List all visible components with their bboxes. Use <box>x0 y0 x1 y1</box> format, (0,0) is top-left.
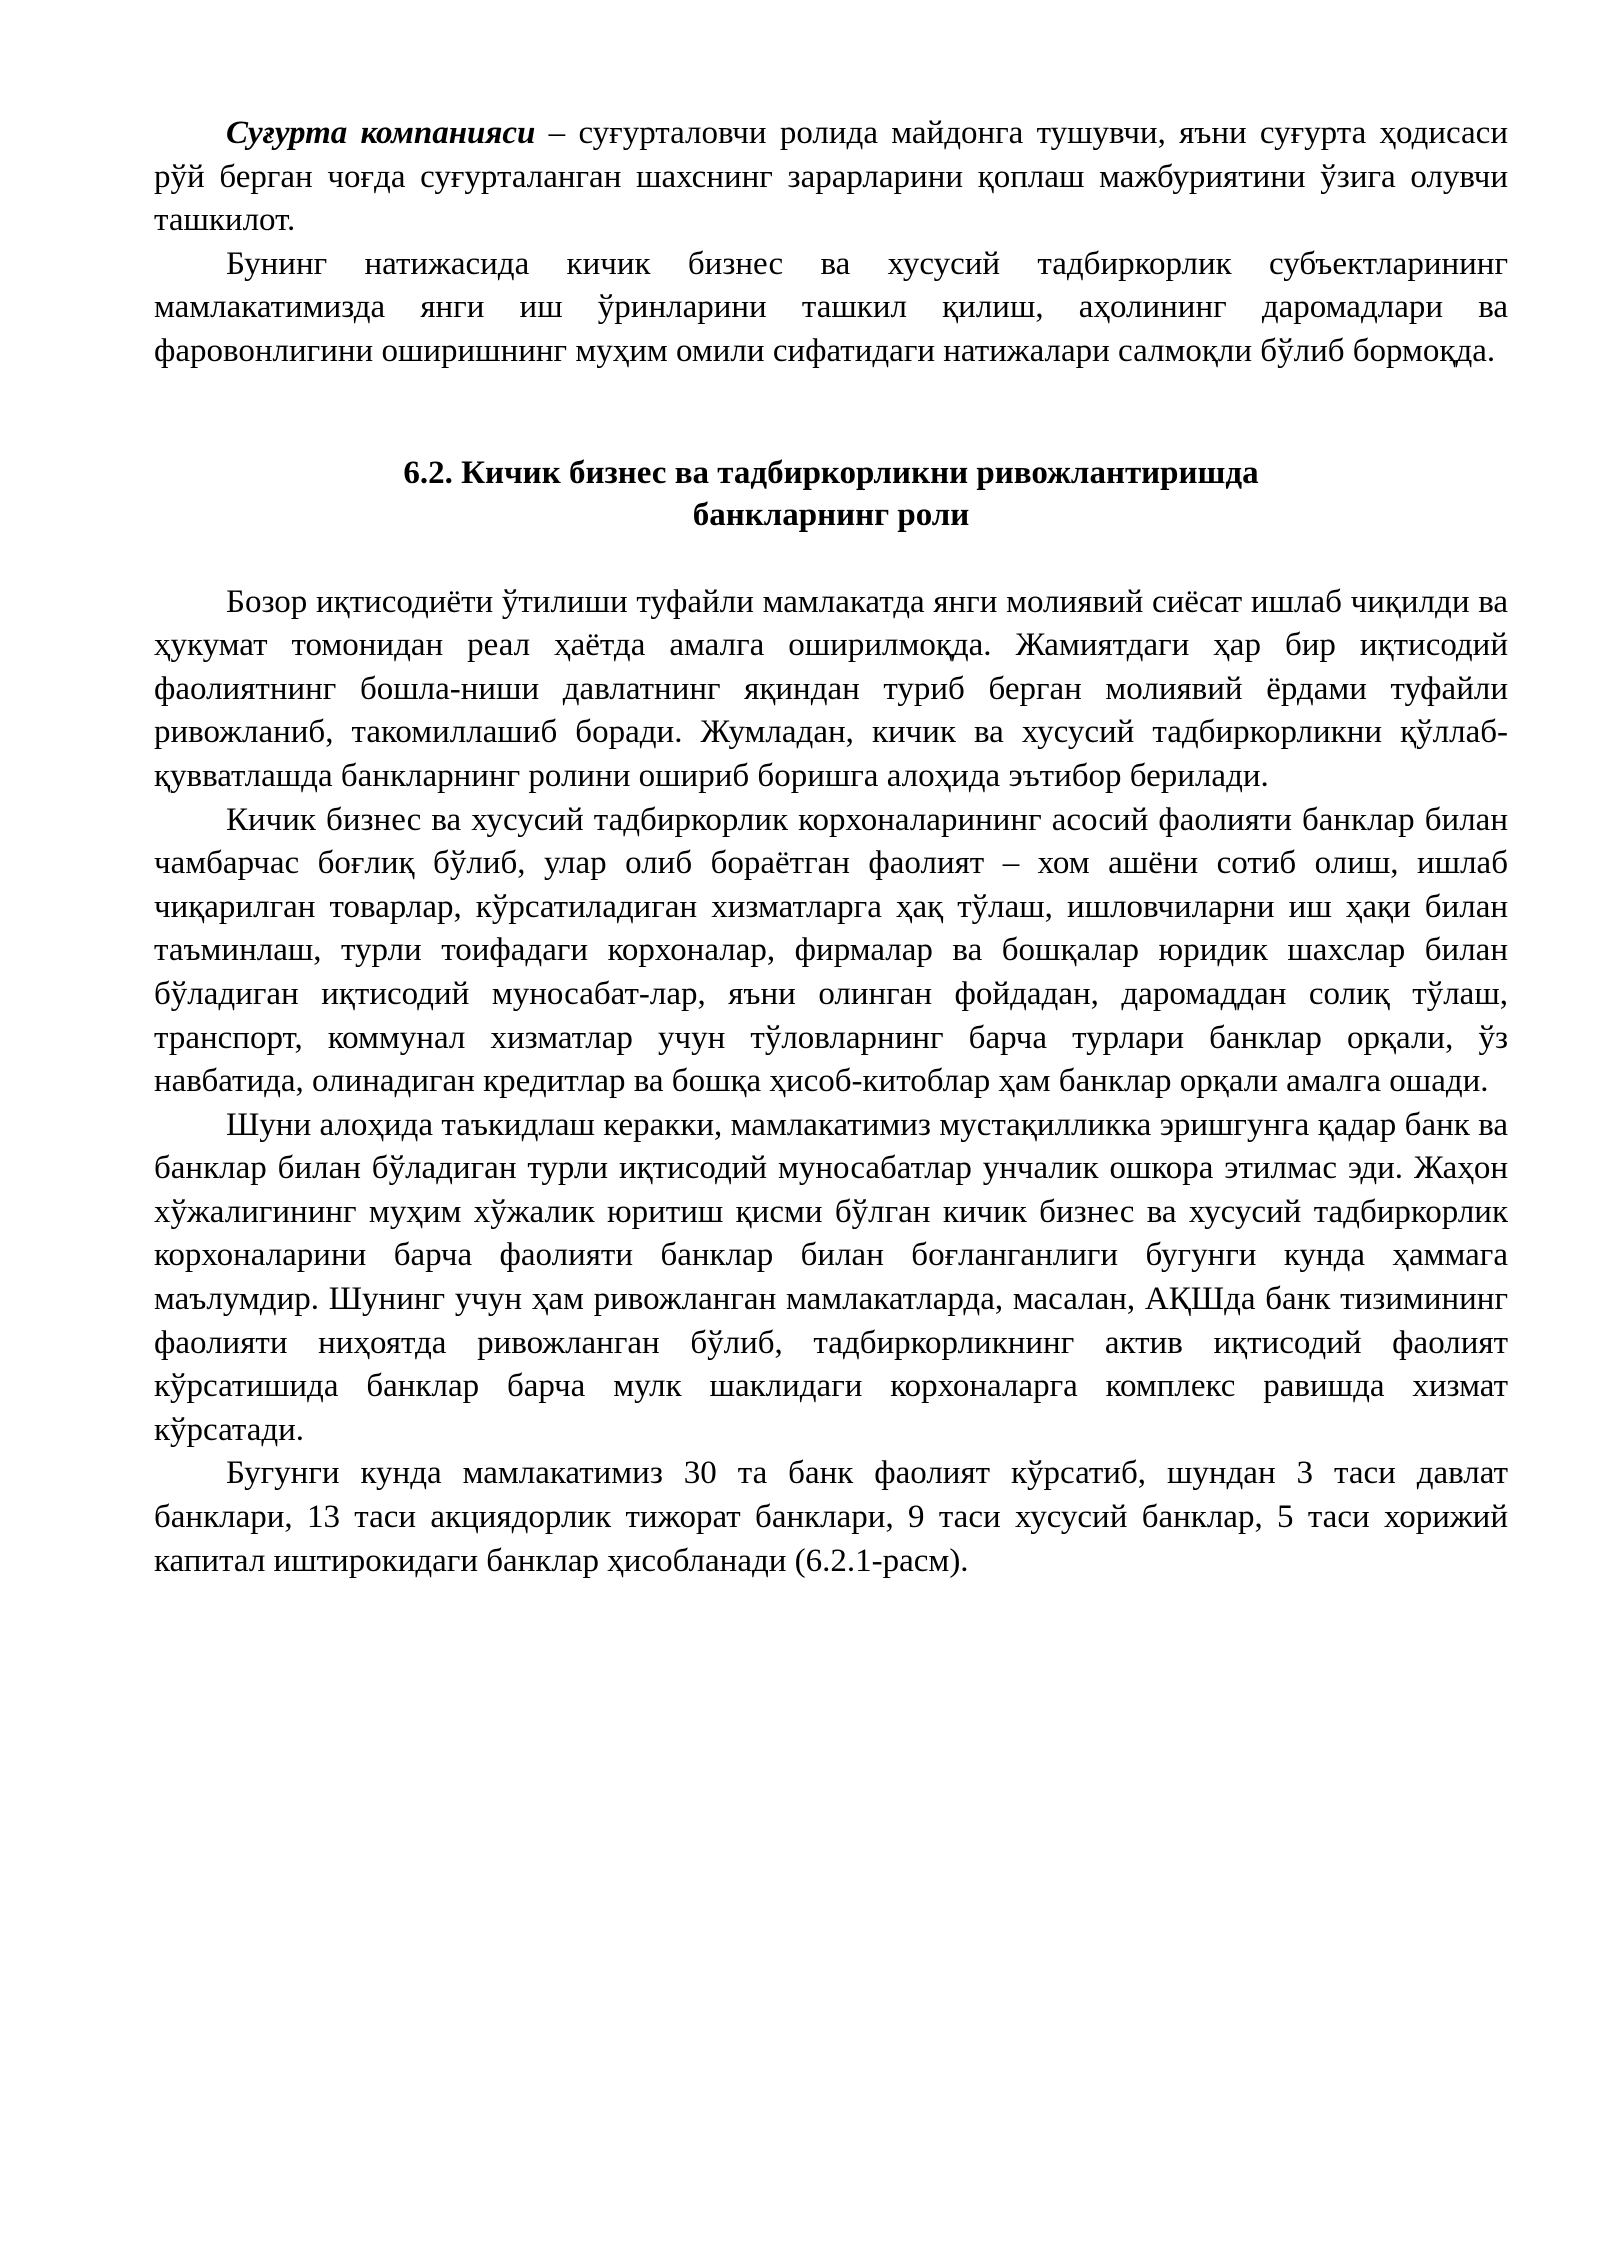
section-heading-line-2: банкларнинг роли <box>692 496 970 533</box>
body-paragraph-4: Бугунги кунда мамлакатимиз 30 та банк фаолият кўрсатиб, шундан 3 таси давлат банклари, 13 таси акциядорлик тижорат банклари, 9 таси хусусий банклар, 5 таси хорижий капитал иштирокидаги банклар ҳисобланади (6.2.1-расм). <box>154 1455 1508 1579</box>
section-heading <box>154 452 1508 536</box>
body-paragraph-1: Бозор иқтисодиёти ўтилиши туфайли мамлакатда янги молиявий сиёсат ишлаб чиқилди ва ҳукумат томонидан реал ҳаётда амалга оширилмоқда. Жамиятдаги ҳар бир иқтисодий фаолиятнинг бошла-ниши давлатнинг яқиндан туриб берган молиявий ёрдами туфайли ривожланиб, такомиллашиб боради. Жумладан, кичик ва хусусий тадбиркорликни қўллаб-қувватлашда банкларнинг ролини ошириб боришга алоҳида эътибор берилади. <box>154 583 1508 794</box>
page-content <box>154 112 1508 1583</box>
body-paragraph-2: Кичик бизнес ва хусусий тадбиркорлик корхоналарининг асосий фаолияти банклар билан чамбарчас боғлиқ бўлиб, улар олиб бораётган фаолият – хом ашёни сотиб олиш, ишлаб чиқарилган товарлар, кўрсатиладиган хизматларга ҳақ тўлаш, ишловчиларни иш ҳақи билан таъминлаш, турли тоифадаги корхоналар, фирмалар ва бошқалар юридик шахслар билан бўладиган иқтисодий муносабат-лар, яъни олинган фойдадан, даромаддан солиқ тўлаш, транспорт, коммунал хизматлар учун тўловларнинг барча турлари банклар орқали, ўз навбатида, олинадиган кредитлар ва бошқа ҳисоб-китоблар ҳам банклар орқали амалга ошади. <box>154 801 1508 1100</box>
definition-paragraph <box>154 112 1508 243</box>
section-heading-line-1: 6.2. Кичик бизнес ва тадбиркорликни ривожлантиришда <box>403 454 1259 491</box>
section-gap <box>154 374 1508 452</box>
intro-paragraph: Бунинг натижасида кичик бизнес ва хусусий тадбиркорлик субъектларининг мамлакатимизда янги иш ўринларини ташкил қилиш, аҳолининг даромадлари ва фаровонлигини оширишнинг муҳим омили сифатидаги натижалари салмоқли бўлиб бормоқда. <box>154 245 1508 369</box>
heading-gap <box>154 536 1508 581</box>
definition-text: – суғурталовчи ролида майдонга тушувчи, яъни суғурта ҳодисаси рўй берган чоғда суғурталанган шахснинг зарарларини қоплаш мажбуриятини ўзига олувчи ташкилот. <box>154 115 1508 239</box>
body-paragraph-3: Шуни алоҳида таъкидлаш керакки, мамлакатимиз мустақилликка эришгунга қадар банк ва банклар билан бўладиган турли иқтисодий муносабатлар унчалик ошкора этилмас эди. Жаҳон хўжалигининг муҳим хўжалик юритиш қисми бўлган кичик бизнес ва хусусий тадбиркорлик корхоналарини барча фаолияти банклар билан боғланганлиги бугунги кунда ҳаммага маълумдир. Шунинг учун ҳам ривожланган мамлакатларда, масалан, АҚШда банк тизимининг фаолияти ниҳоятда ривожланган бўлиб, тадбиркорликнинг актив иқтисодий фаолият кўрсатишида банклар барча мулк шаклидаги корхоналарга комплекс равишда хизмат кўрсатади. <box>154 1106 1508 1448</box>
defined-term: Суғурта компанияси <box>226 115 536 151</box>
